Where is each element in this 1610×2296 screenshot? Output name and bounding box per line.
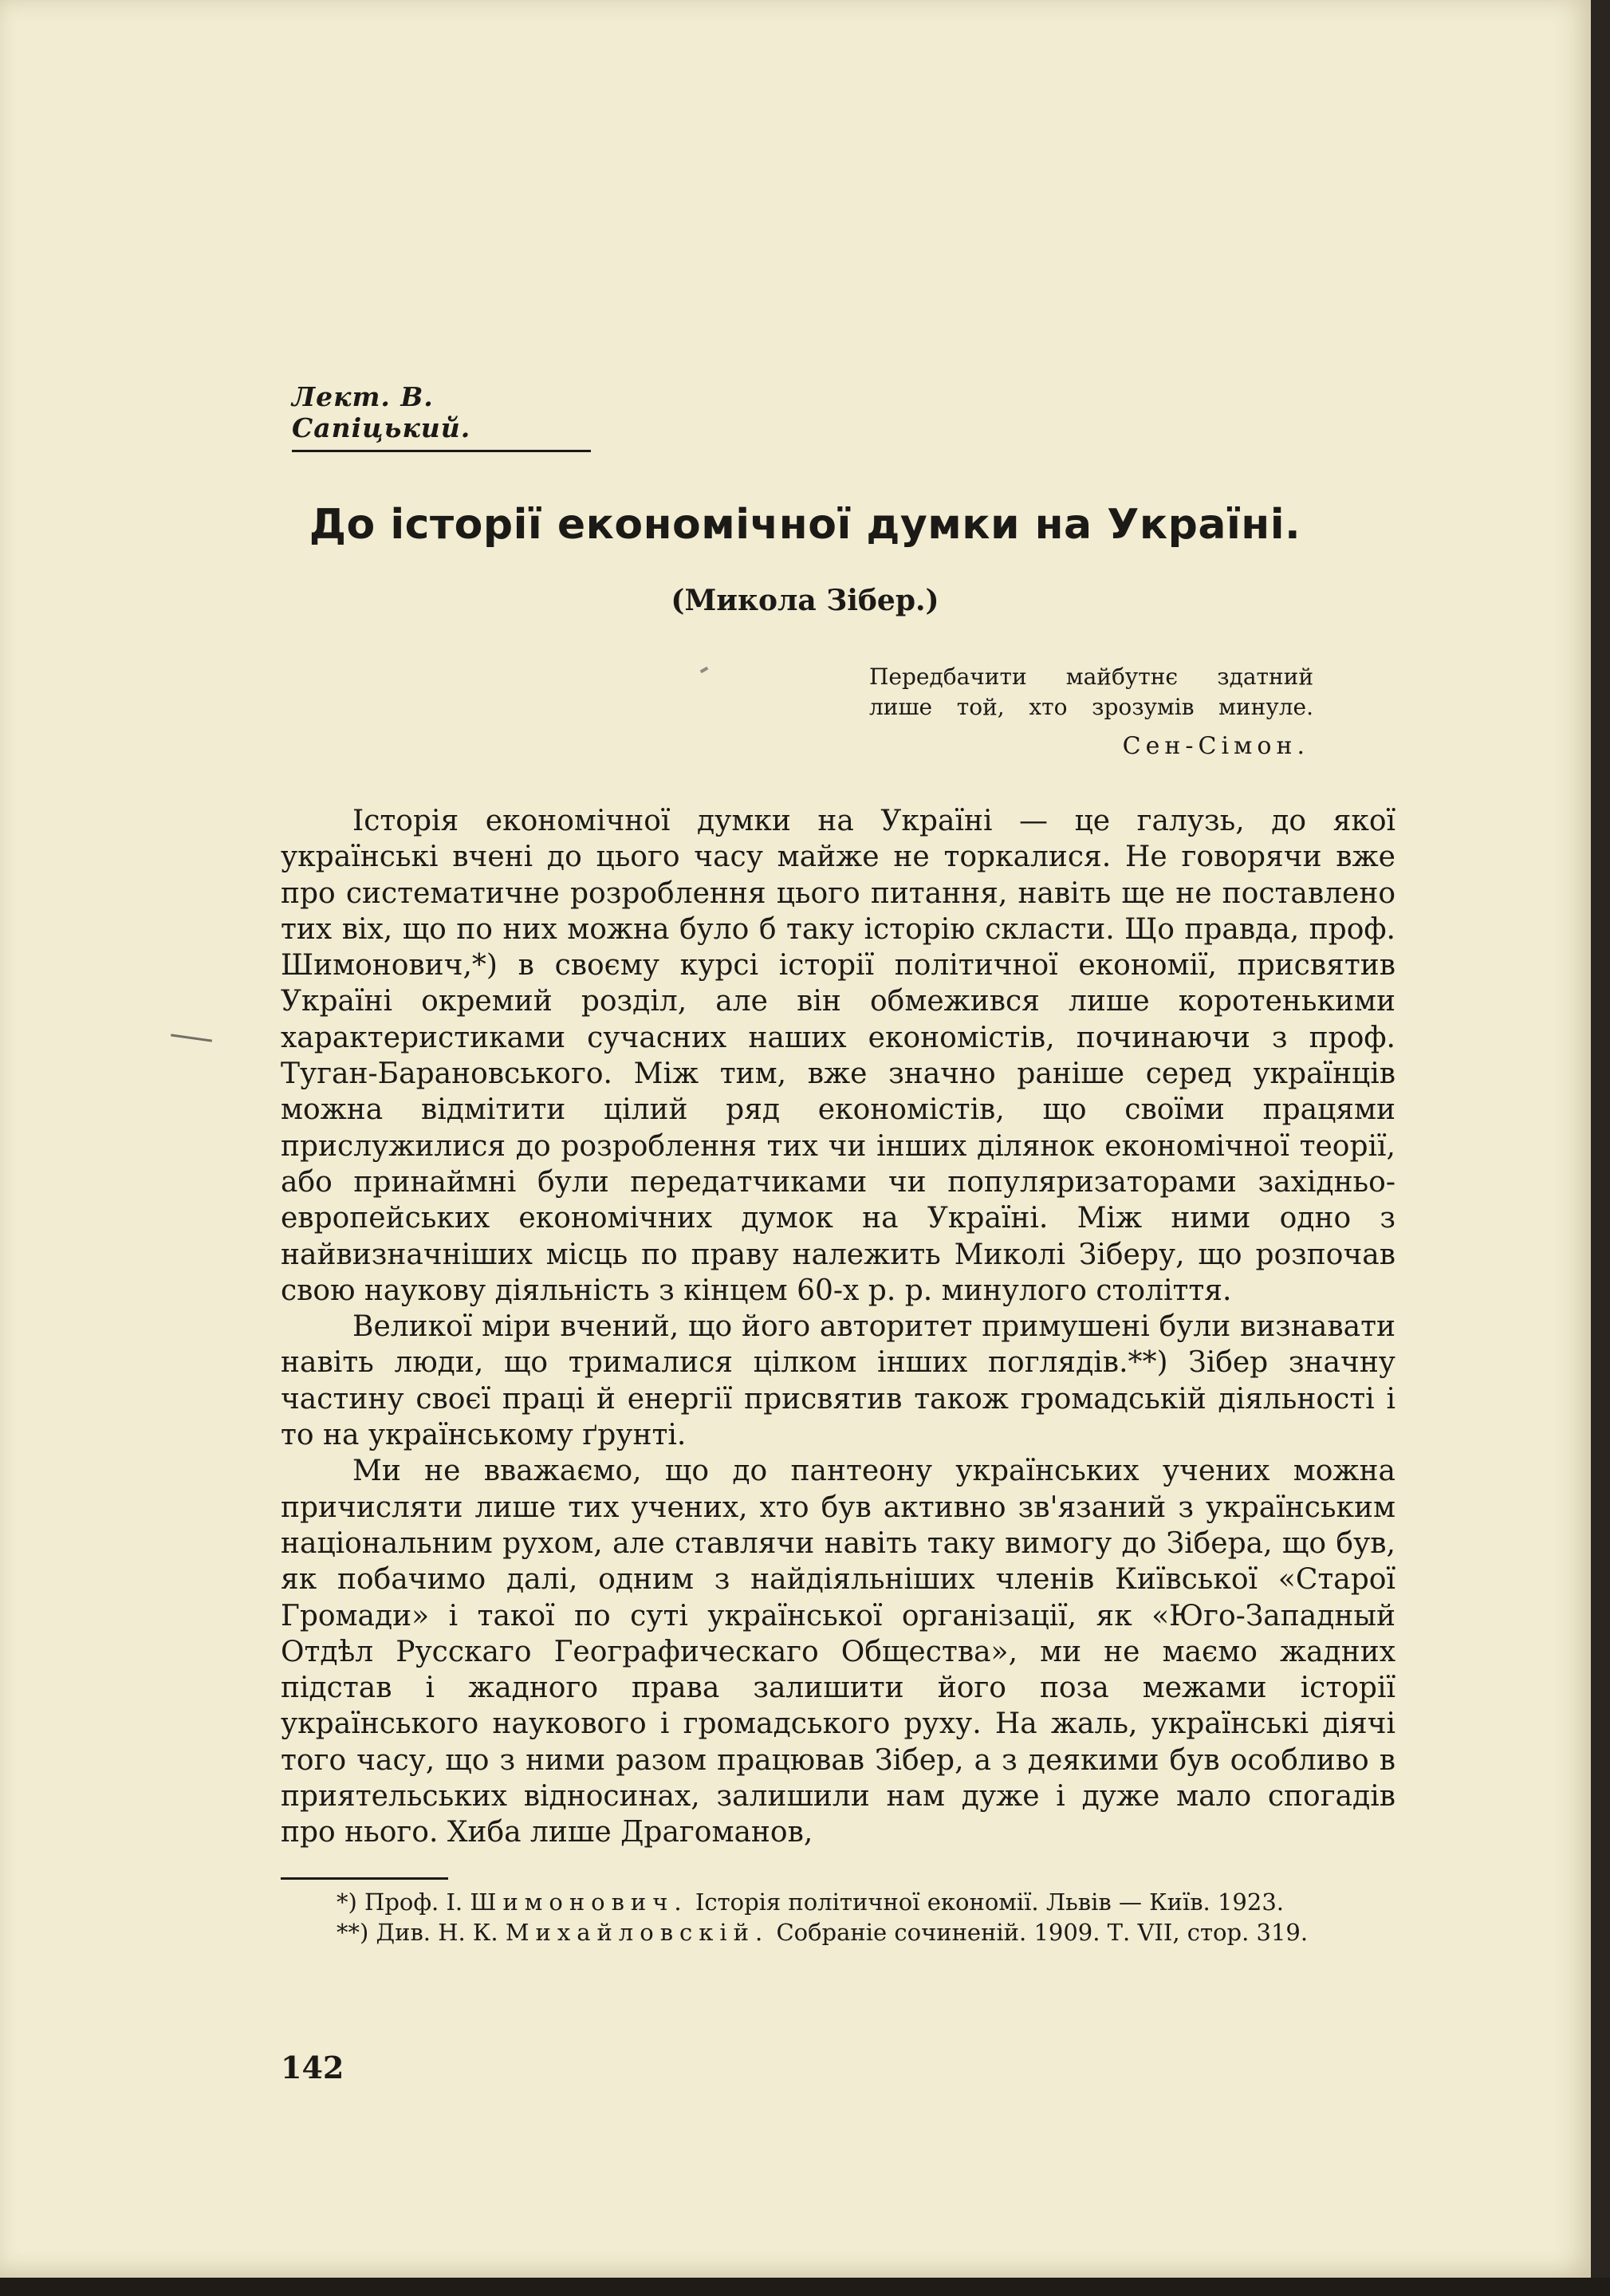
footnote-marker: *) Проф. І. bbox=[337, 1888, 463, 1916]
footnote-marker: **) Див. Н. К. bbox=[337, 1919, 498, 1946]
footnote-reference: Собраніе сочиненій. 1909. Т. VII, стор. 319. bbox=[776, 1919, 1309, 1946]
author-line: Лект. В. Сапіцький. bbox=[292, 381, 591, 452]
body-paragraph: Історія економічної думки на Україні — це галузь, до якої українські вчені до цього часу майже не торкалися. Не говорячи вже про систематичне розроблення цього питання, навіть ще не поставлено тих віх, що по них можна було б таку історію скласти. Що правда, проф. Шимонович,*) в своєму курсі історії політичної економії, присвятив Україні окремий розділ, але він обмежився лише коротенькими характеристиками сучасних наших економістів, починаючи з проф. Туган-Барановського. Між тим, вже значно раніше серед українців можна відмітити цілий ряд економістів, що своїми працями прислужилися до розроблення тих чи інших ділянок економічної теорії, або принаймні були передатчиками чи популяризаторами західньо-европейських економічних думок на Україні. Між ними одно з найвизначніших місць по праву належить Миколі Зіберу, що розпочав свою наукову діяльність з кінцем 60-х р. р. минулого століття. bbox=[281, 805, 1395, 1307]
footnote-author: Михайловскій. bbox=[505, 1919, 770, 1946]
scan-right-edge bbox=[1591, 0, 1610, 2296]
footnote-author: Шимонович. bbox=[470, 1888, 688, 1916]
body-paragraph: Ми не вважаємо, що до пантеону українських учених можна причисляти лише тих учених, хто був активно зв'язаний з українським національним рухом, але ставлячи навіть таку вимогу до Зібера, що був, як побачимо далі, одним з найдіяльніших членів Київської «Старої Громади» і такої по суті української організації, як «Юго-Западный Отдѣл Русскаго Географическаго Общества», ми не маємо жадних підстав і жадного права залишити його поза межами історії українського наукового і громадського руху. На жаль, українські діячі того часу, що з ними разом працював Зібер, а з деякими був особливо в приятельських відносинах, залишили нам дуже і дуже мало спогадів про нього. Хиба лише Драгоманов, bbox=[281, 1455, 1395, 1849]
footnote-reference: Історія політичної економії. Львів — Київ. 1923. bbox=[695, 1888, 1285, 1916]
body-paragraph: Великої міри вчений, що його авторитет примушені були визнавати навіть люди, що трималися цілком інших поглядів.**) Зібер значну частину своєї праці й енергії присвятив також громадській діяльності і то на українському ґрунті. bbox=[281, 1310, 1395, 1452]
epigraph-text: Передбачити майбутнє здатний лише той, хто зрозумів минуле. bbox=[869, 664, 1313, 720]
article-title: До історії економічної думки на Україні. bbox=[309, 501, 1301, 549]
article-body bbox=[281, 803, 1395, 1851]
article-subtitle: (Микола Зібер.) bbox=[671, 584, 939, 617]
footnote bbox=[281, 1919, 1395, 1946]
footnote-divider bbox=[281, 1877, 448, 1880]
scan-bottom-edge bbox=[0, 2278, 1610, 2296]
footnote bbox=[281, 1888, 1395, 1916]
footnotes bbox=[281, 1888, 1395, 1949]
paper-speck bbox=[700, 667, 709, 673]
page-number: 142 bbox=[281, 2050, 344, 2085]
stray-pen-mark bbox=[171, 1034, 212, 1042]
epigraph-author: Сен-Сімон. bbox=[1122, 732, 1309, 760]
